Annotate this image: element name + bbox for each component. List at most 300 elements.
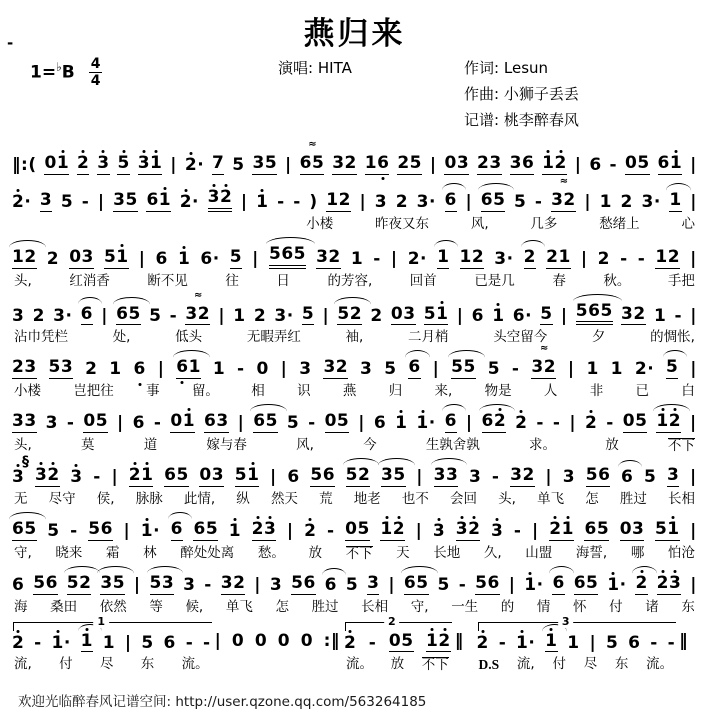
note-token: 5	[47, 520, 60, 541]
note-token: 5	[666, 357, 679, 378]
octave-dot-above: 1	[542, 153, 555, 173]
note-token: 1	[350, 248, 364, 269]
lyric-word: 流。	[646, 656, 674, 673]
note-token: 65	[193, 518, 219, 539]
note-token: 5	[384, 359, 397, 380]
note-token: 32	[332, 153, 357, 173]
octave-dot-above: 1	[228, 520, 242, 541]
note-token: |	[560, 305, 568, 326]
transcriber-credit	[464, 109, 699, 130]
note-token: |	[690, 248, 697, 269]
lyric-word: 守,	[14, 544, 32, 561]
singer-credit	[278, 57, 464, 78]
note-token: 53	[149, 572, 175, 593]
lyric-word: 单飞	[225, 598, 253, 615]
lyric-word: 纵	[236, 490, 250, 507]
notes-row	[10, 236, 699, 271]
note-token: |	[388, 574, 396, 595]
note-token: -	[34, 632, 42, 653]
octave-dot-above: 3	[669, 572, 682, 593]
note-token: 565	[576, 303, 613, 326]
note-token	[490, 520, 504, 541]
note-token: 5	[345, 574, 359, 595]
octave-dot-above: 2	[515, 413, 528, 434]
note-token: -	[674, 305, 683, 326]
lyric-word: 心	[681, 215, 695, 232]
lyric-word: 山盟	[525, 544, 553, 561]
note-token: 6	[408, 357, 421, 378]
note-token: |	[545, 467, 553, 488]
note-token: 5	[149, 305, 162, 326]
octave-dot-above: 1	[51, 632, 64, 653]
footer-url-link[interactable]: http://user.qzone.qq.com/563264185	[175, 694, 427, 710]
note-token: |	[254, 574, 261, 595]
octave-dot-above: 2	[12, 632, 25, 653]
note-token: 6	[80, 303, 93, 324]
octave-dot-above: 2	[554, 153, 567, 173]
lyrics-row	[10, 214, 699, 234]
octave-dot-above: 1	[380, 518, 393, 539]
note-token: 3	[12, 305, 25, 326]
note-token: |	[429, 155, 437, 175]
volta-number: 1	[93, 615, 109, 628]
lyric-word: 流,	[516, 656, 535, 673]
note-token: 5	[437, 574, 450, 595]
lyric-word: 诸	[645, 598, 659, 615]
octave-dot-above: 1	[667, 518, 680, 539]
lyric-word: 晓来	[55, 544, 83, 561]
note-token: |	[237, 413, 245, 434]
note-token: 35	[380, 465, 406, 486]
lyric-word: 尽	[99, 656, 114, 673]
notes-row	[213, 619, 342, 653]
lyric-word: 长相	[668, 490, 695, 507]
note-token: 0	[231, 630, 245, 651]
lyric-word: 留。	[191, 383, 219, 400]
note-token: -	[169, 305, 178, 326]
lyric-word: 东	[681, 598, 695, 615]
note-token: 3	[39, 189, 53, 210]
note-token: -	[203, 632, 211, 653]
note-token	[138, 155, 163, 175]
note-token: -	[620, 248, 628, 269]
octave-dot-above: 1	[150, 153, 163, 173]
lyric-word: 脉脉	[135, 490, 163, 507]
note-token	[545, 630, 558, 653]
note-token: -	[204, 574, 212, 595]
note-token: 05	[83, 411, 109, 432]
note-token: 2	[523, 246, 537, 267]
note-token: 23	[12, 357, 37, 378]
note-token: 6	[163, 632, 176, 653]
score-line-2	[10, 179, 699, 234]
note-token: 5	[487, 359, 501, 380]
score-line-9	[10, 565, 699, 617]
octave-dot-above: 2	[438, 630, 451, 651]
note-token: 32 ≈	[531, 359, 556, 379]
note-token: -	[153, 413, 162, 434]
note-token: |	[589, 632, 597, 653]
note-token: 1	[109, 359, 122, 380]
lyric-word: 夕	[591, 329, 606, 346]
meter-numerator: 4	[90, 56, 101, 72]
octave-dot-above: 2	[392, 518, 406, 539]
lyric-word: 流。	[345, 656, 373, 673]
score-line-8	[10, 511, 699, 563]
lyric-word: 情	[536, 598, 551, 615]
note-token: 1·	[416, 413, 436, 434]
note-token: |	[416, 467, 423, 488]
note-token: 65	[403, 572, 429, 593]
octave-dot-above: 2	[304, 520, 317, 541]
note-token: 35	[100, 572, 126, 593]
note-token: 12	[459, 246, 485, 267]
note-token: 56	[291, 572, 316, 593]
note-token	[97, 155, 109, 175]
notes-row	[10, 565, 699, 597]
note-token: |	[280, 359, 288, 380]
note-token: 5	[644, 467, 657, 488]
lyric-word: 几多	[530, 215, 558, 232]
note-token: 3	[45, 413, 58, 434]
transcriber-name: 桃李醉春风	[503, 111, 579, 129]
note-token: 0	[277, 630, 291, 651]
composer-label: 作曲:	[464, 85, 500, 103]
note-token: 05	[388, 630, 414, 651]
note-token	[476, 632, 489, 653]
note-token: 6	[12, 574, 25, 595]
note-token: |	[157, 359, 165, 380]
note-token	[585, 415, 597, 433]
lyrics-row	[10, 271, 699, 291]
note-token: |	[690, 520, 697, 541]
note-token: 52	[66, 572, 92, 593]
octave-dot-above: 1	[516, 632, 529, 653]
note-token: 32	[510, 465, 535, 486]
note-token: 32	[316, 246, 341, 267]
meter-denominator: 4	[90, 73, 101, 89]
note-token: 51	[234, 465, 260, 486]
lyric-word: 付	[59, 656, 73, 673]
note-token: -	[650, 632, 658, 653]
note-token: 2	[253, 305, 267, 326]
note-token: 6	[324, 574, 337, 595]
note-token	[12, 632, 25, 653]
lyric-word: 识	[297, 383, 311, 400]
octave-dot-above: 2	[47, 465, 60, 486]
note-token	[35, 467, 60, 487]
octave-dot-above: 1	[669, 153, 683, 173]
note-token: 32	[220, 572, 246, 593]
note-token: 6	[444, 411, 457, 432]
octave-dot-above: 1	[545, 630, 558, 651]
note-token: -	[609, 155, 618, 175]
note-token: |	[690, 359, 697, 380]
note-token: 56	[310, 465, 336, 486]
measure-group-6	[677, 619, 699, 673]
notes-row	[10, 293, 699, 328]
lyric-word: 红消香	[69, 272, 110, 289]
note-token: |	[574, 155, 582, 175]
lyric-word: 手把	[667, 272, 695, 289]
note-token: 05	[622, 411, 648, 432]
octave-dot-above: 1	[524, 574, 537, 595]
note-token: 1	[567, 632, 580, 653]
note-token: 1	[610, 359, 624, 380]
note-token	[549, 518, 574, 541]
note-token: 2	[85, 359, 98, 380]
lyric-word: 然天	[270, 490, 298, 507]
volta-number: 3	[558, 615, 574, 628]
lyric-word: 胜过	[311, 598, 339, 615]
lyrics-row	[10, 327, 699, 347]
notes-row	[10, 619, 213, 655]
lyric-word: 来,	[434, 383, 453, 400]
note-token: ‖	[454, 630, 464, 651]
note-token: 3·	[494, 248, 514, 269]
note-token: 16	[364, 153, 390, 173]
note-token: 32	[621, 303, 646, 324]
note-token	[455, 518, 481, 541]
note-token: 2·	[179, 191, 200, 212]
note-token: 3	[468, 467, 482, 488]
note-token: -	[511, 359, 520, 380]
octave-dot-above: 1	[140, 520, 154, 541]
octave-dot-above: 2	[635, 572, 648, 593]
lyric-word: 小楼	[306, 215, 334, 232]
octave-dot-above: 2	[468, 518, 481, 539]
octave-dot-below: 6	[176, 357, 189, 378]
note-token	[432, 520, 446, 541]
lyric-word: 守,	[410, 598, 429, 615]
lyric-word: 桑田	[50, 598, 78, 615]
note-token: 6	[628, 632, 641, 653]
note-token: |	[690, 574, 697, 595]
lyric-word: 二月梢	[408, 329, 449, 346]
lyric-word: 无暇弄红	[246, 329, 301, 346]
note-token: 0	[300, 630, 314, 651]
note-token: |	[270, 467, 277, 488]
note-token: 65	[573, 572, 599, 593]
note-token	[380, 518, 406, 541]
note-token: 1	[669, 189, 682, 210]
note-token: 12	[655, 246, 681, 267]
score-line-1	[10, 145, 699, 177]
measure-group-3	[342, 614, 453, 675]
note-token: 5	[514, 191, 527, 212]
lyric-word: 天	[396, 544, 410, 561]
note-token: |	[252, 248, 259, 269]
lyric-word: 人	[543, 383, 558, 400]
note-token: ‖:(	[12, 155, 37, 175]
singer-name: HITA	[317, 59, 352, 77]
octave-dot-above: 1	[395, 413, 408, 434]
octave-dot-above: 3	[207, 186, 220, 207]
lyric-word: 非	[589, 383, 604, 400]
note-token: 1	[212, 359, 226, 380]
note-token: 21	[546, 246, 571, 267]
octave-dot-above: 5	[117, 153, 130, 173]
note-token: 2	[370, 305, 383, 326]
score-line-7	[10, 454, 699, 509]
note-token: |	[569, 413, 577, 434]
note-token: -	[667, 632, 676, 653]
note-token: 5	[60, 191, 74, 212]
note-token: 03	[444, 153, 470, 173]
lyric-word: 也不	[401, 490, 429, 507]
note-token: -	[93, 467, 101, 488]
octave-dot-above: 1	[247, 465, 260, 486]
note-token: 6	[373, 413, 387, 434]
octave-dot-above: 2	[128, 465, 142, 486]
note-token: 3	[367, 572, 380, 593]
note-token: 51	[103, 246, 129, 267]
note-token: 1·	[607, 574, 627, 595]
lyrics-row	[213, 652, 342, 672]
lyric-word: 愁绪上	[599, 215, 640, 232]
note-token: |	[567, 359, 575, 380]
lyric-word: 袖,	[345, 329, 364, 346]
note-token: |	[432, 359, 440, 380]
score	[10, 145, 699, 676]
lyric-word: 愁。	[257, 544, 285, 561]
lyric-word: 尽守	[48, 490, 76, 507]
lyric-word: 小楼	[14, 383, 41, 400]
lyric-word: 久,	[483, 544, 502, 561]
note-token: 51	[654, 518, 680, 539]
note-token	[343, 632, 357, 653]
note-token: 2	[620, 191, 633, 212]
lyric-word: 物是	[484, 383, 512, 400]
lyric-word: 哪	[630, 544, 645, 561]
octave-dot-above: 1	[177, 248, 191, 269]
octave-dot-above: 2	[77, 153, 90, 173]
lyric-word: 无	[14, 490, 28, 507]
note-token: 53	[48, 357, 74, 378]
note-token: -	[552, 413, 561, 434]
note-token: 1·	[51, 632, 71, 653]
lyric-word: 不下	[421, 657, 449, 674]
lyric-word: 事	[146, 383, 160, 400]
octave-dot-above: 2	[219, 186, 233, 207]
note-token: |	[133, 574, 141, 595]
note-token: |	[124, 632, 132, 653]
lyric-word: 头,	[14, 437, 32, 454]
composer-name: 小狮子丢丢	[503, 85, 579, 103]
lyric-word: 风,	[296, 437, 314, 454]
lyric-word: 会回	[450, 490, 477, 507]
note-token: -	[70, 520, 78, 541]
note-token: 51	[423, 303, 449, 324]
stray-dash-mark: -	[7, 34, 14, 52]
note-token: |	[456, 305, 464, 326]
note-token: -	[308, 413, 316, 434]
note-token: 61	[176, 357, 201, 378]
lyrics-row	[342, 654, 453, 674]
note-token: 52	[337, 303, 363, 324]
note-token: |	[508, 574, 516, 595]
note-token: |	[465, 413, 473, 434]
note-token: 05	[345, 518, 370, 539]
note-token	[395, 415, 407, 433]
lyrics-row	[453, 652, 475, 672]
note-token: 56	[585, 465, 611, 486]
measure-group-4	[453, 619, 475, 673]
lyric-word: 依然	[99, 598, 127, 615]
note-token: 3	[183, 574, 196, 595]
lyric-word: 林	[143, 544, 157, 561]
note-token: 2·	[12, 191, 32, 212]
note-token	[77, 155, 89, 175]
notes-row	[10, 403, 699, 435]
note-token: 6	[589, 155, 602, 175]
song-title: 燕归来	[303, 16, 406, 52]
note-token: 3·	[274, 305, 294, 326]
note-token: 3	[562, 467, 576, 488]
note-token: |	[116, 413, 124, 434]
note-token: -	[293, 191, 301, 212]
header-info-row	[10, 57, 699, 135]
note-token: 33	[12, 411, 37, 432]
octave-dot-above: 3	[432, 520, 446, 541]
note-token: 3	[359, 359, 373, 380]
note-token: 6	[552, 572, 565, 593]
note-token: 35	[252, 153, 278, 173]
note-token: 32 ≈	[185, 306, 210, 326]
measure-group-1	[10, 614, 213, 675]
note-token: -	[277, 191, 285, 212]
score-line-4	[10, 293, 699, 348]
note-token: -	[637, 248, 646, 269]
notes-row	[10, 457, 699, 489]
lyrics-row	[10, 489, 699, 509]
note-token: |	[690, 305, 697, 326]
octave-dot-below: 6	[377, 153, 390, 173]
notes-row	[10, 145, 699, 177]
note-token: 52	[345, 465, 371, 486]
note-token: 6	[170, 518, 183, 539]
note-token: 1·	[524, 574, 544, 595]
octave-dot-above: 3	[12, 467, 25, 488]
note-token: |	[689, 413, 697, 434]
note-token	[134, 361, 146, 379]
lyric-word: 白	[681, 383, 695, 400]
lyric-word: D.S	[478, 657, 500, 673]
score-line-6	[10, 403, 699, 455]
note-token: |	[101, 305, 108, 326]
lyric-word: 昨夜又东	[375, 215, 430, 232]
note-token: 1	[437, 246, 450, 267]
note-token: 3·	[641, 191, 661, 212]
lyric-word: 岂把往	[73, 383, 114, 400]
octave-dot-above: 3	[70, 467, 83, 488]
note-token: 2	[597, 248, 610, 269]
note-token: 56	[33, 572, 58, 593]
lyricist-name: Lesun	[503, 59, 549, 77]
note-token: |	[690, 155, 697, 175]
note-token: ‖	[679, 630, 689, 651]
note-token: |	[689, 467, 697, 488]
note-token: 63	[203, 411, 229, 432]
note-token: -	[373, 248, 381, 269]
lyric-word: 的	[500, 598, 515, 615]
note-token: 33	[433, 465, 459, 486]
note-token: 65	[253, 411, 278, 432]
note-token: 5	[229, 246, 243, 267]
octave-dot-above: 3	[263, 518, 277, 539]
lyric-word: 处,	[112, 329, 131, 346]
note-token: |	[358, 413, 365, 434]
